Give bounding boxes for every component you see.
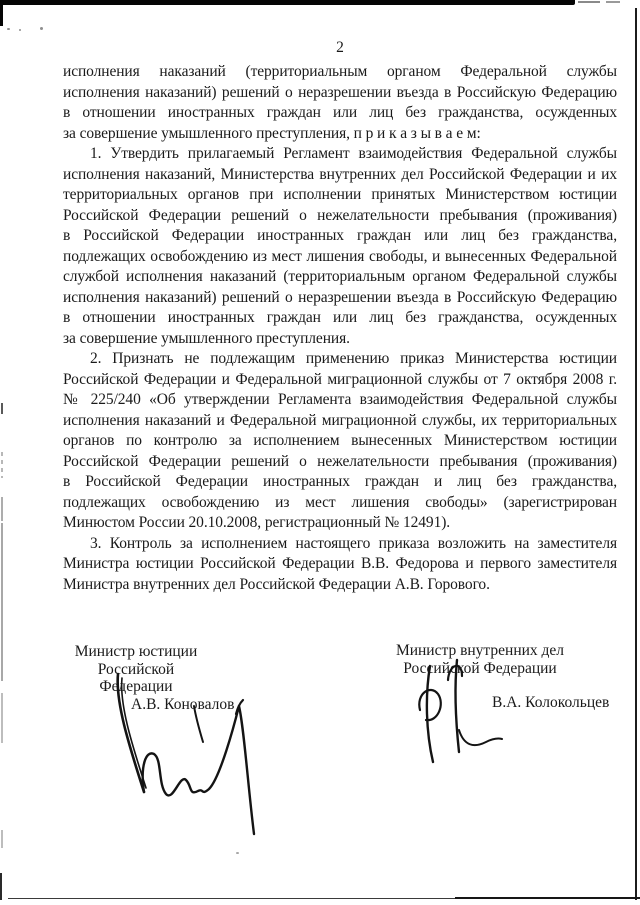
text-line: исполнения наказаний) решений о неразрешении въезда в Российскую Федерацию <box>63 288 617 306</box>
scan-edge-left-dash <box>1 693 3 743</box>
signatory-left-title-line1: Министр юстиции <box>74 643 198 660</box>
scan-speck <box>7 28 10 30</box>
scan-edge-top-bar <box>0 0 575 5</box>
page-number: 2 <box>336 39 344 56</box>
signatory-right-title-line2: Российской Федерации <box>403 659 557 677</box>
signatory-right-name: В.А. Колокольцев <box>492 694 610 711</box>
document-body <box>63 62 617 595</box>
signature-left-handwriting-icon <box>88 662 260 848</box>
scan-edge-left-dash <box>1 523 3 681</box>
text-line: подлежащих освобождению из мест лишения свободы, и вынесенных Федеральной <box>63 247 617 265</box>
text-line: Министра юстиции Российской Федерации В.В. Федорова и первого заместителя <box>63 555 617 572</box>
paragraph <box>63 62 617 144</box>
text-line: исполнения наказаний, Министерства внутренних дел Российской Федерации и их <box>63 165 617 183</box>
scan-speck <box>19 29 21 31</box>
text-line: Министра внутренних дел Российской Федерации А.В. Горового. <box>63 575 490 593</box>
text-line: подлежащих освобождению из мест лишения свободы» (зарегистрирован <box>63 493 617 511</box>
scan-edge-right-line <box>635 8 637 900</box>
paragraph <box>63 349 617 534</box>
text-line: территориальных органов при исполнении принятых Министерством юстиции <box>63 186 617 203</box>
scan-edge-top-dash <box>606 1 620 3</box>
text-line: в Российской Федерации иностранных граждан и лиц без гражданства, <box>63 473 617 490</box>
signature-right-handwriting-icon <box>410 652 510 772</box>
text-line: исполнения наказаний и Федеральной миграционной службы, их территориальных <box>63 411 617 429</box>
scan-edge-bottom-line-dark <box>455 897 640 899</box>
scan-edge-left-dash <box>1 452 3 478</box>
scan-edge-top-dash <box>578 1 600 3</box>
scan-edge-corner-tick <box>0 0 3 26</box>
text-line: за совершение умышленного преступления. <box>63 329 350 347</box>
scan-edge-corner-tick <box>0 873 2 900</box>
text-line: 2. Признать не подлежащим применению приказ Министерства юстиции <box>90 350 617 367</box>
text-line: в Российской Федерации иностранных граждан или лиц без гражданства, <box>63 227 617 244</box>
signatory-left-name: А.В. Коновалов <box>131 696 235 713</box>
scan-edge-left-dash <box>1 497 3 521</box>
text-line: Российской Федерации решений о нежелательности пребывания (проживания) <box>63 206 617 224</box>
text-line: 1. Утвердить прилагаемый Регламент взаимодействия Федеральной службы <box>90 145 617 162</box>
paragraph <box>63 144 617 349</box>
text-line: Российской Федерации и Федеральной миграционной службы от 7 октября 2008 г. <box>63 370 617 388</box>
text-line: органов по контролю за исполнением вынесенных Министерством юстиции <box>63 432 617 449</box>
scan-speck <box>236 852 239 854</box>
text-line: Минюстом России 20.10.2008, регистрационный № 12491). <box>63 514 451 531</box>
text-line: 3. Контроль за исполнением настоящего приказа возложить на заместителя <box>90 534 617 552</box>
scan-edge-bottom-line <box>8 898 640 899</box>
signatory-right-title-line1: Министр внутренних дел <box>395 642 565 659</box>
scan-edge-left-dash <box>1 830 3 848</box>
text-line: Российской Федерации решений о нежелательности пребывания (проживания) <box>63 452 617 470</box>
text-line: в отношении иностранных граждан или лиц без гражданства, осужденных <box>63 309 617 326</box>
text-line: за совершение умышленного преступления, п р и к а з ы в а е м: <box>63 124 481 142</box>
text-line: в отношении иностранных граждан или лиц без гражданства, осужденных <box>63 104 617 121</box>
text-line: № 225/240 «Об утверждении Регламента взаимодействия Федеральной службы <box>63 391 617 408</box>
text-line: исполнения наказаний) решений о неразрешении въезда в Российскую Федерацию <box>63 83 617 101</box>
scan-speck <box>40 27 43 30</box>
scan-edge-left-dash <box>1 403 3 414</box>
text-line: исполнения наказаний (территориальным органом Федеральной службы <box>63 63 617 80</box>
text-line: службой исполнения наказаний (территориальным органом Федеральной службы <box>63 268 617 285</box>
signatory-left-title-line2: Российской Федерации <box>97 660 175 695</box>
paragraph <box>63 534 617 596</box>
